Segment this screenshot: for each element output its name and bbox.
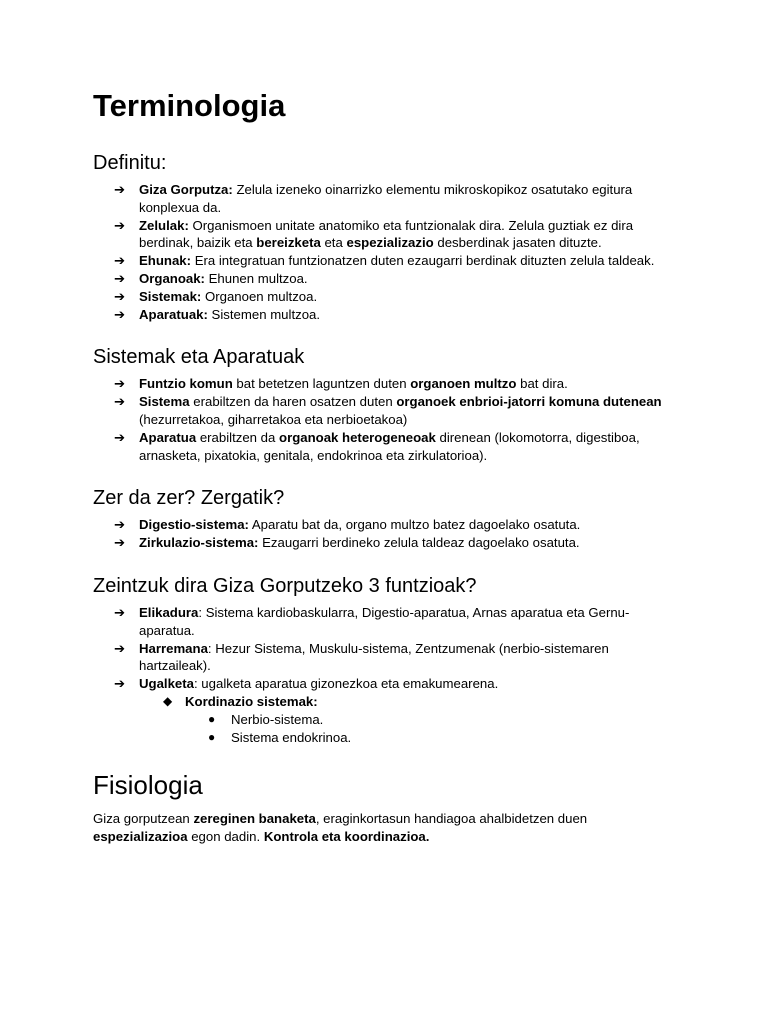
arrow-bullet-icon: ➔ xyxy=(114,535,126,551)
definitu-list xyxy=(93,181,683,323)
list-item: ➔ Harremana: Hezur Sistema, Muskulu-sistema, Zentzumenak (nerbio-sistemaren hartzaileak). xyxy=(114,640,609,674)
arrow-bullet-icon: ➔ xyxy=(114,253,126,269)
list-item: ➔ Aparatua erabiltzen da organoak heterogeneoak direnean (lokomotorra, digestiboa, arnasketa, pixatokia, genitala, endokrinoa eta zirkulatorioa). xyxy=(114,429,640,463)
arrow-bullet-icon: ➔ xyxy=(114,182,126,197)
list-item: ➔ Aparatuak: Sistemen multzoa. xyxy=(114,306,321,322)
sub-sub-list-item: ● Nerbio-sistema. xyxy=(208,711,324,727)
arrow-bullet-icon: ➔ xyxy=(114,429,126,445)
diamond-bullet-icon: ◆ xyxy=(163,693,173,708)
funtzioak-list xyxy=(93,604,683,693)
arrow-bullet-icon: ➔ xyxy=(114,394,126,410)
list-item: ➔ Digestio-sistema: Aparatu bat da, organo multzo batez dagoelako osatuta. xyxy=(114,517,581,533)
section-heading-zer-da-zer: Zer da zer? Zergatik? xyxy=(93,487,285,510)
section-heading-funtzioak: Zeintzuk dira Giza Gorputzeko 3 funtzioak? xyxy=(93,574,477,597)
list-item: ➔ Elikadura: Sistema kardiobaskularra, Digestio-aparatua, Arnas aparatua eta Gernu-aparatua. xyxy=(114,604,630,638)
list-item: ➔ Funtzio komun bat betetzen laguntzen duten organoen multzo bat dira. xyxy=(114,376,568,392)
sistemak-list xyxy=(93,375,683,464)
list-item: ➔ Zirkulazio-sistema: Ezaugarri berdineko zelula taldeaz dagoelako osatuta. xyxy=(114,535,580,551)
section-heading-sistemak: Sistemak eta Aparatuak xyxy=(93,346,305,369)
page-title: Terminologia xyxy=(93,88,286,123)
sub-sub-list-item: ● Sistema endokrinoa. xyxy=(208,729,352,745)
list-item: ➔ Ugalketa: ugalketa aparatua gizonezkoa eta emakumearena. xyxy=(114,676,499,692)
list-item: ➔ Sistemak: Organoen multzoa. xyxy=(114,288,318,304)
zer-da-zer-list xyxy=(93,516,683,552)
arrow-bullet-icon: ➔ xyxy=(114,517,126,533)
arrow-bullet-icon: ➔ xyxy=(114,288,126,304)
dot-bullet-icon: ● xyxy=(208,711,216,726)
sub-list-item: ◆ Kordinazio sistemak: xyxy=(163,693,318,709)
arrow-bullet-icon: ➔ xyxy=(114,376,126,392)
dot-bullet-icon: ● xyxy=(208,729,216,744)
arrow-bullet-icon: ➔ xyxy=(114,640,126,656)
arrow-bullet-icon: ➔ xyxy=(114,604,126,620)
arrow-bullet-icon: ➔ xyxy=(114,270,126,286)
document-page xyxy=(93,88,683,846)
list-item: ➔ Giza Gorputza: Zelula izeneko oinarrizko elementu mikroskopikoz osatutako egitura konplexua da. xyxy=(114,182,633,215)
arrow-bullet-icon: ➔ xyxy=(114,306,126,322)
section-heading-definitu: Definitu: xyxy=(93,152,167,174)
list-item: ➔ Ehunak: Era integratuan funtzionatzen duten ezaugarri berdinak dituzten zelula taldeak. xyxy=(114,253,655,269)
arrow-bullet-icon: ➔ xyxy=(114,217,126,233)
fisiologia-paragraph: Giza gorputzean zereginen banaketa, eraginkortasun handiagoa ahalbidetzen duen espezializazioa egon dadin. Kontrola eta koordinazioa. xyxy=(93,811,588,845)
list-item: ➔ Organoak: Ehunen multzoa. xyxy=(114,270,308,286)
list-item: ➔ Sistema erabiltzen da haren osatzen duten organoek enbrioi-jatorri komuna dutenean (hezurretakoa, giharretakoa eta nerbioetakoa) xyxy=(114,394,662,427)
list-item: ➔ Zelulak: Organismoen unitate anatomiko eta funtzionalak dira. Zelula guztiak ez dira berdinak, baizik eta bereizketa eta espezializazio desberdinak jasaten dituzte. xyxy=(114,217,634,251)
arrow-bullet-icon: ➔ xyxy=(114,676,126,692)
section-heading-fisiologia: Fisiologia xyxy=(93,770,203,801)
